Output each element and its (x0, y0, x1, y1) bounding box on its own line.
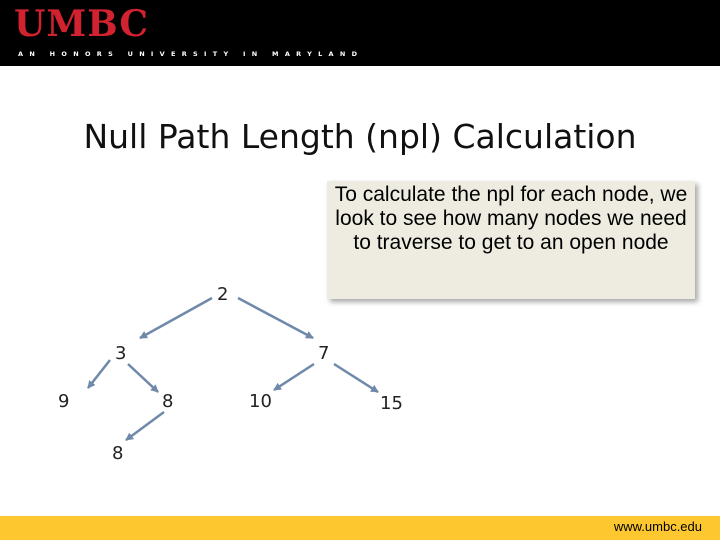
tree-node-8-lower: 8 (112, 443, 124, 464)
edge-2-3 (140, 298, 212, 338)
tree-node-10: 10 (249, 391, 272, 412)
edge-3-8 (128, 364, 158, 392)
tree-node-8-upper: 8 (162, 391, 174, 412)
edge-7-15 (334, 364, 378, 392)
tree-node-9: 9 (58, 391, 70, 412)
slide-title: Null Path Length (npl) Calculation (83, 117, 637, 156)
edge-3-9 (88, 360, 110, 388)
edge-2-7 (238, 298, 313, 338)
edge-7-10 (274, 364, 314, 390)
tree-node-7: 7 (318, 343, 330, 364)
footer-url[interactable]: www.umbc.edu (613, 519, 702, 534)
edge-8-8 (126, 412, 164, 440)
explanation-note: To calculate the npl for each node, we look to see how many nodes we need to traverse to get to an open node (327, 181, 695, 299)
tree-node-3: 3 (115, 343, 127, 364)
logo-tagline: AN HONORS UNIVERSITY IN MARYLAND (18, 50, 364, 58)
tree-node-15: 15 (380, 393, 403, 414)
footer-bar (0, 516, 720, 540)
tree-node-2: 2 (217, 284, 229, 305)
umbc-logo: UMBC (14, 3, 149, 45)
